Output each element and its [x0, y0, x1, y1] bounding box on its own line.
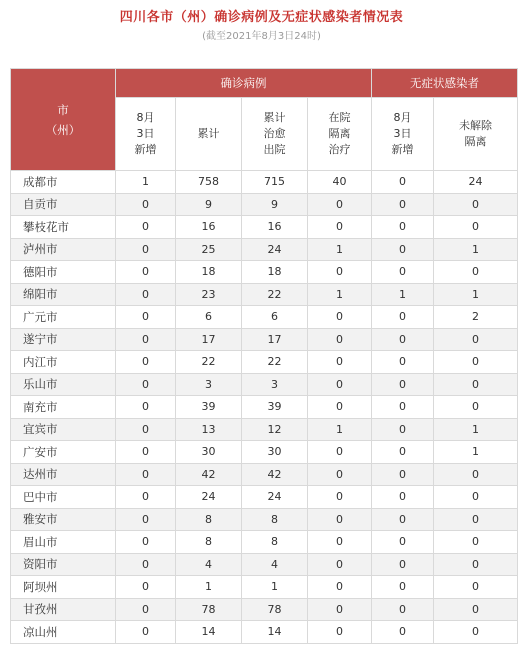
asymptomatic-new-cell: 0 — [372, 463, 434, 486]
confirmed-new-cell: 0 — [116, 351, 176, 374]
recovered-cell: 24 — [242, 486, 308, 509]
confirmed-total-cell: 78 — [176, 598, 242, 621]
city-name-cell: 攀枝花市 — [11, 216, 116, 239]
confirmed-total-cell: 16 — [176, 216, 242, 239]
city-name-cell: 达州市 — [11, 463, 116, 486]
asymptomatic-new-cell: 0 — [372, 171, 434, 194]
table-row — [11, 306, 518, 329]
city-name-cell: 广安市 — [11, 441, 116, 464]
confirmed-new-cell: 0 — [116, 463, 176, 486]
recovered-cell: 16 — [242, 216, 308, 239]
city-name-cell: 内江市 — [11, 351, 116, 374]
asymptomatic-new-cell: 0 — [372, 216, 434, 239]
header-city-paren: （州） — [45, 122, 81, 137]
confirmed-total-cell: 14 — [176, 621, 242, 644]
asymptomatic-isolated-cell: 0 — [434, 193, 518, 216]
asymptomatic-isolated-cell: 0 — [434, 486, 518, 509]
city-name-cell: 巴中市 — [11, 486, 116, 509]
asymptomatic-new-cell: 0 — [372, 238, 434, 261]
recovered-cell: 3 — [242, 373, 308, 396]
recovered-cell: 6 — [242, 306, 308, 329]
table-body — [11, 171, 518, 644]
table-row — [11, 171, 518, 194]
hospitalized-cell: 0 — [308, 553, 372, 576]
header-asymptomatic-isolated: 未解除 隔离 — [434, 98, 518, 171]
city-name-cell: 遂宁市 — [11, 328, 116, 351]
confirmed-new-cell: 0 — [116, 418, 176, 441]
confirmed-total-cell: 23 — [176, 283, 242, 306]
table-row — [11, 283, 518, 306]
confirmed-new-cell: 0 — [116, 576, 176, 599]
asymptomatic-new-cell: 0 — [372, 261, 434, 284]
asymptomatic-new-cell: 0 — [372, 351, 434, 374]
city-name-cell: 乐山市 — [11, 373, 116, 396]
hospitalized-cell: 0 — [308, 193, 372, 216]
asymptomatic-new-cell: 0 — [372, 598, 434, 621]
asymptomatic-new-cell: 0 — [372, 328, 434, 351]
confirmed-total-cell: 4 — [176, 553, 242, 576]
recovered-cell: 39 — [242, 396, 308, 419]
city-name-cell: 成都市 — [11, 171, 116, 194]
recovered-cell: 78 — [242, 598, 308, 621]
hospitalized-cell: 1 — [308, 418, 372, 441]
asymptomatic-isolated-cell: 0 — [434, 328, 518, 351]
hospitalized-cell: 0 — [308, 463, 372, 486]
hospitalized-cell: 0 — [308, 621, 372, 644]
asymptomatic-new-cell: 0 — [372, 373, 434, 396]
recovered-cell: 18 — [242, 261, 308, 284]
header-confirmed-recovered: 累计 治愈 出院 — [242, 98, 308, 171]
hospitalized-cell: 0 — [308, 441, 372, 464]
confirmed-total-cell: 8 — [176, 508, 242, 531]
confirmed-total-cell: 9 — [176, 193, 242, 216]
recovered-cell: 22 — [242, 283, 308, 306]
table-row — [11, 328, 518, 351]
asymptomatic-new-cell: 0 — [372, 531, 434, 554]
confirmed-total-cell: 30 — [176, 441, 242, 464]
table-row — [11, 373, 518, 396]
confirmed-new-cell: 0 — [116, 553, 176, 576]
confirmed-new-cell: 0 — [116, 283, 176, 306]
recovered-cell: 8 — [242, 531, 308, 554]
confirmed-new-cell: 0 — [116, 306, 176, 329]
asymptomatic-isolated-cell: 24 — [434, 171, 518, 194]
hospitalized-cell: 0 — [308, 306, 372, 329]
confirmed-total-cell: 8 — [176, 531, 242, 554]
hospitalized-cell: 0 — [308, 598, 372, 621]
confirmed-total-cell: 24 — [176, 486, 242, 509]
confirmed-new-cell: 1 — [116, 171, 176, 194]
city-name-cell: 广元市 — [11, 306, 116, 329]
table-row — [11, 531, 518, 554]
asymptomatic-new-cell: 0 — [372, 306, 434, 329]
asymptomatic-isolated-cell: 0 — [434, 351, 518, 374]
asymptomatic-isolated-cell: 0 — [434, 598, 518, 621]
header-asymptomatic-group: 无症状感染者 — [372, 69, 518, 98]
hospitalized-cell: 1 — [308, 283, 372, 306]
city-name-cell: 南充市 — [11, 396, 116, 419]
confirmed-new-cell: 0 — [116, 486, 176, 509]
confirmed-new-cell: 0 — [116, 373, 176, 396]
header-city-label: 市 — [57, 102, 69, 117]
recovered-cell: 1 — [242, 576, 308, 599]
header-city — [11, 69, 116, 171]
recovered-cell: 12 — [242, 418, 308, 441]
asymptomatic-isolated-cell: 0 — [434, 463, 518, 486]
city-name-cell: 雅安市 — [11, 508, 116, 531]
hospitalized-cell: 0 — [308, 216, 372, 239]
hospitalized-cell: 40 — [308, 171, 372, 194]
recovered-cell: 42 — [242, 463, 308, 486]
header-confirmed-total: 累计 — [176, 98, 242, 171]
confirmed-total-cell: 25 — [176, 238, 242, 261]
hospitalized-cell: 0 — [308, 508, 372, 531]
confirmed-total-cell: 17 — [176, 328, 242, 351]
cases-table — [10, 68, 518, 644]
recovered-cell: 14 — [242, 621, 308, 644]
table-row — [11, 621, 518, 644]
asymptomatic-isolated-cell: 0 — [434, 396, 518, 419]
table-row — [11, 508, 518, 531]
recovered-cell: 4 — [242, 553, 308, 576]
recovered-cell: 8 — [242, 508, 308, 531]
confirmed-new-cell: 0 — [116, 441, 176, 464]
confirmed-total-cell: 758 — [176, 171, 242, 194]
recovered-cell: 17 — [242, 328, 308, 351]
city-name-cell: 甘孜州 — [11, 598, 116, 621]
city-name-cell: 自贡市 — [11, 193, 116, 216]
confirmed-new-cell: 0 — [116, 328, 176, 351]
confirmed-total-cell: 39 — [176, 396, 242, 419]
asymptomatic-new-cell: 0 — [372, 396, 434, 419]
confirmed-new-cell: 0 — [116, 193, 176, 216]
confirmed-total-cell: 1 — [176, 576, 242, 599]
header-confirmed-group: 确诊病例 — [116, 69, 372, 98]
asymptomatic-new-cell: 0 — [372, 621, 434, 644]
table-row — [11, 576, 518, 599]
confirmed-new-cell: 0 — [116, 216, 176, 239]
recovered-cell: 30 — [242, 441, 308, 464]
city-name-cell: 绵阳市 — [11, 283, 116, 306]
recovered-cell: 24 — [242, 238, 308, 261]
header-confirmed-hospitalized: 在院 隔离 治疗 — [308, 98, 372, 171]
table-row — [11, 598, 518, 621]
asymptomatic-isolated-cell: 1 — [434, 283, 518, 306]
asymptomatic-isolated-cell: 0 — [434, 261, 518, 284]
city-name-cell: 凉山州 — [11, 621, 116, 644]
asymptomatic-new-cell: 0 — [372, 441, 434, 464]
table-row — [11, 193, 518, 216]
hospitalized-cell: 0 — [308, 373, 372, 396]
recovered-cell: 9 — [242, 193, 308, 216]
table-row — [11, 216, 518, 239]
city-name-cell: 德阳市 — [11, 261, 116, 284]
table-row — [11, 553, 518, 576]
asymptomatic-isolated-cell: 0 — [434, 531, 518, 554]
confirmed-total-cell: 18 — [176, 261, 242, 284]
confirmed-new-cell: 0 — [116, 238, 176, 261]
hospitalized-cell: 0 — [308, 531, 372, 554]
hospitalized-cell: 0 — [308, 486, 372, 509]
hospitalized-cell: 0 — [308, 576, 372, 599]
table-row — [11, 351, 518, 374]
table-subtitle: (截至2021年8月3日24时) — [202, 31, 321, 42]
asymptomatic-new-cell: 0 — [372, 508, 434, 531]
table-row — [11, 396, 518, 419]
hospitalized-cell: 0 — [308, 351, 372, 374]
table-row — [11, 238, 518, 261]
asymptomatic-isolated-cell: 1 — [434, 418, 518, 441]
asymptomatic-isolated-cell: 0 — [434, 621, 518, 644]
confirmed-total-cell: 13 — [176, 418, 242, 441]
asymptomatic-isolated-cell: 1 — [434, 238, 518, 261]
asymptomatic-isolated-cell: 0 — [434, 373, 518, 396]
asymptomatic-new-cell: 0 — [372, 553, 434, 576]
table-row — [11, 486, 518, 509]
asymptomatic-new-cell: 0 — [372, 486, 434, 509]
city-name-cell: 阿坝州 — [11, 576, 116, 599]
city-name-cell: 眉山市 — [11, 531, 116, 554]
asymptomatic-new-cell: 0 — [372, 576, 434, 599]
table-row — [11, 418, 518, 441]
confirmed-new-cell: 0 — [116, 598, 176, 621]
asymptomatic-isolated-cell: 2 — [434, 306, 518, 329]
asymptomatic-new-cell: 0 — [372, 418, 434, 441]
asymptomatic-isolated-cell: 0 — [434, 216, 518, 239]
confirmed-total-cell: 22 — [176, 351, 242, 374]
hospitalized-cell: 0 — [308, 396, 372, 419]
confirmed-new-cell: 0 — [116, 396, 176, 419]
asymptomatic-isolated-cell: 1 — [434, 441, 518, 464]
confirmed-new-cell: 0 — [116, 508, 176, 531]
recovered-cell: 715 — [242, 171, 308, 194]
confirmed-new-cell: 0 — [116, 261, 176, 284]
hospitalized-cell: 0 — [308, 261, 372, 284]
confirmed-total-cell: 3 — [176, 373, 242, 396]
hospitalized-cell: 0 — [308, 328, 372, 351]
city-name-cell: 宜宾市 — [11, 418, 116, 441]
city-name-cell: 泸州市 — [11, 238, 116, 261]
recovered-cell: 22 — [242, 351, 308, 374]
confirmed-total-cell: 42 — [176, 463, 242, 486]
header-asymptomatic-new: 8月 3日 新增 — [372, 98, 434, 171]
header-confirmed-new: 8月 3日 新增 — [116, 98, 176, 171]
confirmed-new-cell: 0 — [116, 621, 176, 644]
confirmed-new-cell: 0 — [116, 531, 176, 554]
city-name-cell: 资阳市 — [11, 553, 116, 576]
asymptomatic-new-cell: 0 — [372, 193, 434, 216]
table-title: 四川各市（州）确诊病例及无症状感染者情况表 — [119, 10, 404, 25]
asymptomatic-new-cell: 1 — [372, 283, 434, 306]
table-row — [11, 261, 518, 284]
table-row — [11, 441, 518, 464]
hospitalized-cell: 1 — [308, 238, 372, 261]
table-row — [11, 463, 518, 486]
asymptomatic-isolated-cell: 0 — [434, 553, 518, 576]
confirmed-total-cell: 6 — [176, 306, 242, 329]
asymptomatic-isolated-cell: 0 — [434, 576, 518, 599]
asymptomatic-isolated-cell: 0 — [434, 508, 518, 531]
